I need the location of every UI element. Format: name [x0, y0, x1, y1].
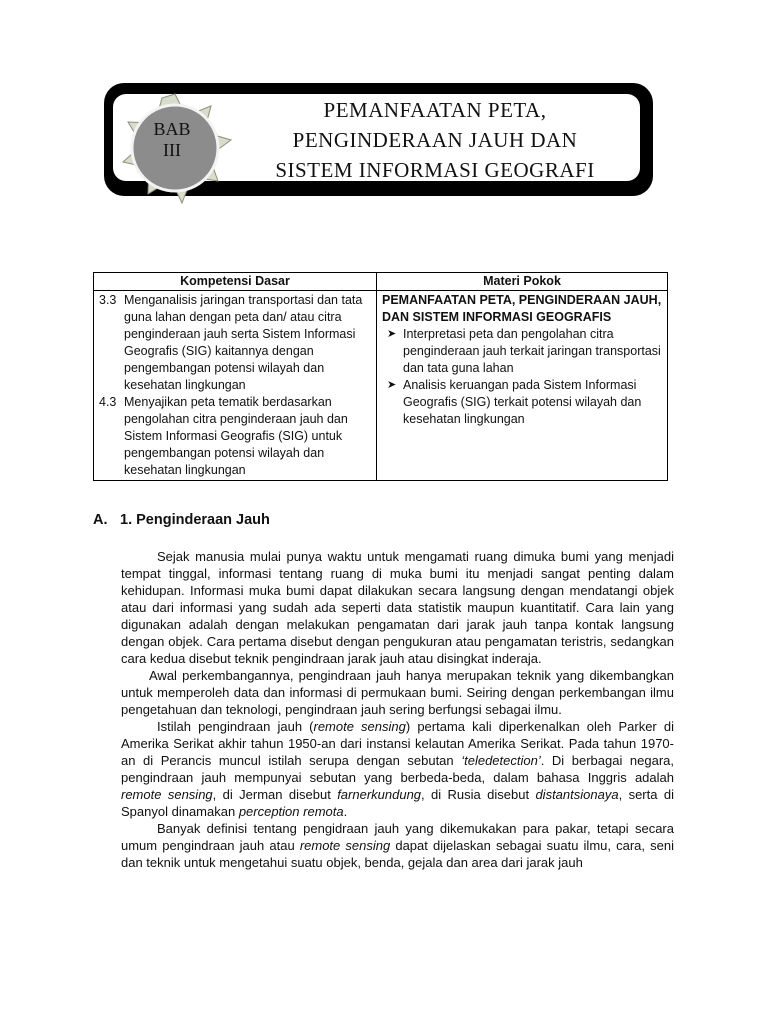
chapter-badge-label: BAB: [153, 119, 191, 139]
paragraph-text: dapat dijelaskan sebagai suatu ilmu, cara, seni dan teknik untuk mengetahui suatu objek, benda, gejala dan area dari jarak jauh: [121, 838, 675, 870]
kd-item: [99, 394, 372, 479]
kd-number: 3.3: [99, 293, 117, 307]
paragraph: [121, 548, 674, 667]
paragraph-text: Awal perkembangannya, pengindraan jauh hanya merupakan teknik yang dikembangkan untuk memperoleh data dan informasi di permukaan bumi. Seiring dengan perkembangan ilmu pengetahuan dan teknologi, pengindraan jauh sering berfungsi sebagai ilmu.: [121, 668, 674, 717]
chapter-title: [250, 95, 620, 185]
section-letter: A.: [93, 512, 108, 528]
italic-term: farnerkundung: [337, 787, 422, 802]
paragraph-text: ) pertama kali diperkenalkan oleh Parker di Amerika Serikat akhir tahun 1950-an dari instansi kelautan Amerika Serikat. Pada tahun 1970-an di Perancis muncul istilah serupa dengan sebutan: [121, 719, 674, 768]
materi-item-text: Interpretasi peta dan pengolahan citra penginderaan jauh terkait jaringan transportasi dan tata guna lahan: [403, 327, 661, 375]
section-heading: [93, 512, 270, 528]
italic-term: remote sensing: [299, 838, 391, 853]
chapter-title-line: PEMANFAATAN PETA,: [323, 98, 547, 122]
kd-item: [99, 292, 372, 394]
arrow-bullet-icon: ➤: [387, 328, 397, 340]
competency-table: [93, 272, 668, 481]
materi-item-text: Analisis keruangan pada Sistem Informasi Geografis (SIG) terkait potensi wilayah dan kesehatan lingkungan: [403, 378, 642, 426]
paragraph: [121, 667, 674, 718]
chapter-badge-number: III: [163, 140, 181, 160]
paragraph-text: , di Rusia disebut: [421, 787, 536, 802]
kd-number: 4.3: [99, 395, 117, 409]
italic-term: ‘teledetection’: [461, 753, 541, 768]
materi-pokok-cell: [377, 291, 668, 481]
paragraph-text: Sejak manusia mulai punya waktu untuk mengamati ruang dimuka bumi yang menjadi tempat tinggal, informasi tentang ruang di muka bumi itu menjadi sangat penting dalam kehidupan. Informasi muka bumi dapat dilakukan secara langsung dengan mendatangi objek atau dari informasi yang sudah ada seperti data statistik maupun kuantitatif. Cara lain yang digunakan adalah dengan melakukan pengamatan dari jarak jauh tanpa kontak langsung dengan objek. Cara pertama disebut dengan pengukuran atau pengamatan teristris, sedangkan cara kedua disebut teknik pengindraan jarak jauh atau disingkat inderaja.: [121, 549, 674, 666]
paragraph: [121, 718, 674, 820]
kd-text: Menganalisis jaringan transportasi dan tata guna lahan dengan peta dan/ atau citra penginderaan jauh serta Sistem Informasi Geografis (SIG) kaitannya dengan pengembangan potensi wilayah dan kesehatan lingkungan: [124, 293, 363, 392]
materi-item: [382, 377, 663, 428]
table-row: [94, 291, 668, 481]
kompetensi-dasar-cell: [94, 291, 377, 481]
italic-term: distantsionaya: [535, 787, 619, 802]
italic-term: remote sensing: [313, 719, 406, 734]
table-header-row: [94, 273, 668, 291]
paragraph: [121, 820, 674, 871]
paragraph-text: .: [343, 804, 348, 819]
materi-item: [382, 326, 663, 377]
arrow-bullet-icon: ➤: [387, 379, 397, 391]
paragraph-text: Banyak definisi tentang pengidraan jauh yang dikemukakan para pakar, tetapi secara umum pengindraan jauh atau: [121, 821, 674, 853]
paragraph-text: , serta di Spanyol dinamakan: [121, 787, 674, 819]
chapter-title-line: SISTEM INFORMASI GEOGRAFI: [275, 158, 595, 182]
paragraph-text: . Di berbagai negara, pengindraan jauh mempunyai sebutan yang berbeda-beda, dalam bahasa Inggris adalah: [121, 753, 674, 785]
chapter-title-line: PENGINDERAAN JAUH DAN: [292, 128, 578, 152]
paragraph-text: , di Jerman disebut: [212, 787, 338, 802]
chapter-badge: [140, 119, 204, 161]
kd-text: Menyajikan peta tematik berdasarkan pengolahan citra penginderaan jauh dan Sistem Informasi Geografis (SIG) untuk pengembangan potensi wilayah dan kesehatan lingkungan: [124, 395, 348, 477]
paragraph-text: Istilah pengindraan jauh (: [157, 719, 314, 734]
italic-term: perception remota: [238, 804, 344, 819]
body-text: [121, 548, 674, 871]
section-title: 1. Penginderaan Jauh: [120, 512, 270, 528]
italic-term: remote sensing: [121, 787, 213, 802]
header-materi-pokok: Materi Pokok: [377, 273, 668, 291]
header-kompetensi-dasar: Kompetensi Dasar: [94, 273, 377, 291]
materi-heading: PEMANFAATAN PETA, PENGINDERAAN JAUH, DAN SISTEM INFORMASI GEOGRAFIS: [382, 293, 662, 324]
